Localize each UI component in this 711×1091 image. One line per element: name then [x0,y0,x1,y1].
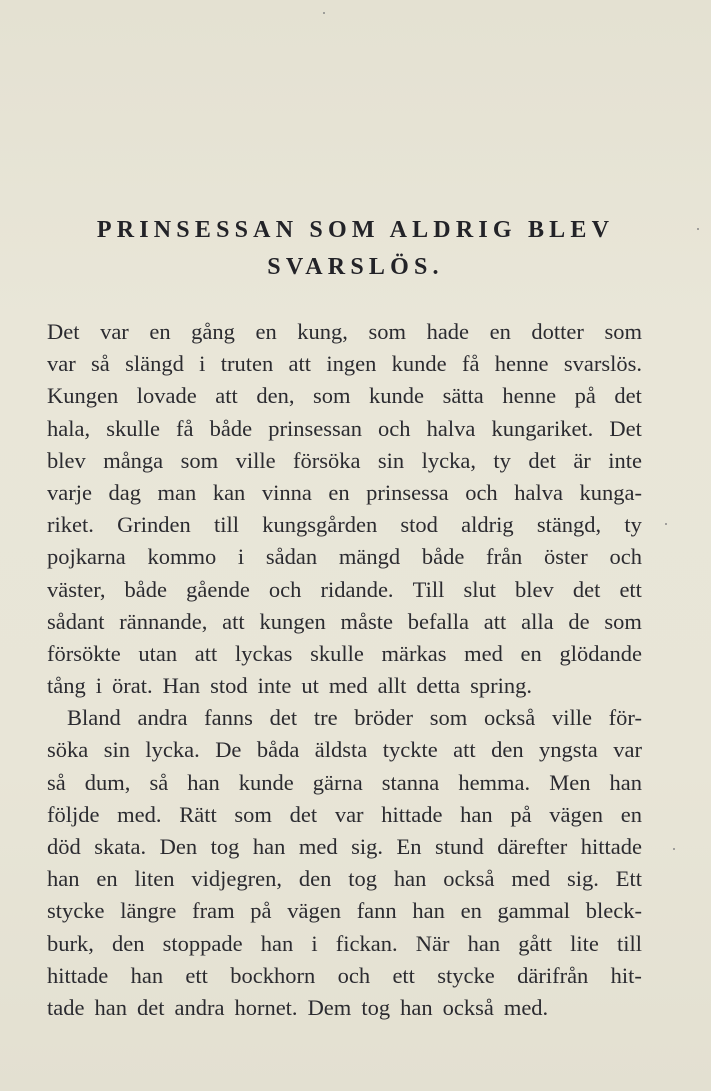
word: fickan. [335,930,398,956]
word: stod [400,512,438,538]
text-line [47,477,642,509]
word: utan [138,640,178,666]
word: lite [570,930,599,956]
word: gång [191,319,235,344]
word: den [491,737,524,763]
word: en [96,866,118,892]
word: hittade [47,962,109,988]
word: fann [356,898,397,924]
paper-speck [665,523,667,525]
text-line [47,509,642,541]
word: ett [392,962,415,988]
word: den [298,866,332,892]
word: med [464,640,503,666]
text-line [47,767,642,799]
word: Grinden [117,512,191,538]
word: ridande. [320,576,394,602]
word: slängd [125,351,184,377]
word: att [222,608,245,634]
word: äldsta [314,737,368,763]
text-line [47,380,642,412]
word: måste [340,608,393,634]
word: så [91,351,110,377]
word: glödande [559,640,642,666]
word: tog [348,866,377,892]
word: att [288,351,312,377]
word: inte [257,673,292,699]
word: sätta [442,383,484,409]
word: så [149,769,169,795]
word: som [180,447,219,473]
word: skulle [106,415,160,441]
word: söka [47,737,89,763]
word: pojkarna [47,544,126,570]
word: Han [162,673,201,699]
word: en [620,801,642,827]
word: både [124,576,168,602]
text-line [47,992,642,1024]
word: fram [192,898,235,924]
word: det [289,801,318,827]
word: följde [47,801,100,827]
word: lyckas [234,640,293,666]
word: han [252,834,286,859]
word: lovade [136,383,197,409]
word: som [604,608,642,634]
text-line [47,702,642,734]
word: sin [103,737,130,763]
word: med [328,673,368,699]
word: ville [235,447,276,473]
word: han [94,994,127,1020]
word: gått [518,930,552,956]
word: ville [551,705,592,731]
word: andra [174,994,225,1020]
word: med. [503,994,549,1020]
word: Kungen [47,383,119,409]
word: Dem [307,994,352,1020]
word: skulle [310,640,364,666]
word: en [520,640,542,666]
paper-speck [697,228,699,230]
word: dotter [531,319,584,344]
word: sådan [265,544,318,570]
word: han [260,930,294,956]
word: hornet. [234,994,298,1020]
word: han [412,898,445,924]
word: stoppade [162,930,243,956]
word: ty [493,447,511,473]
text-line [47,831,642,863]
word: tog [361,994,391,1020]
word: en [489,319,511,344]
word: och [609,544,642,570]
word: han [460,801,493,827]
paper-speck [323,12,325,14]
word: vägen [287,898,341,924]
word: var [47,351,76,377]
word: man [157,479,197,505]
word: från [486,544,523,570]
word: hit- [610,962,642,988]
word: kung, [297,319,348,344]
word: stycke [47,898,105,924]
word: sig. [566,866,599,892]
word: mängd [338,544,401,570]
word: tog [210,834,240,859]
word: Det [47,319,80,344]
word: svarslös. [563,351,642,377]
word: också [442,994,494,1020]
word: tre [313,705,338,731]
word: till [214,512,240,538]
word: hittade [381,801,443,827]
word: ett [619,576,642,602]
word: död [47,834,81,859]
word: som [368,319,406,344]
word: det [528,447,556,473]
word: skata. [94,834,147,859]
word: var [334,801,364,827]
word: att [215,383,238,409]
word: kan [212,479,246,505]
chapter-title [0,212,711,286]
word: de [568,608,590,634]
word: stängd, [536,512,602,538]
word: på [510,801,532,827]
word: aldrig [461,512,514,538]
word: tade [47,994,85,1020]
word: riket. [47,512,94,538]
word: han [187,769,220,795]
word: kunde [238,769,294,795]
word: liten [134,866,175,892]
word: det [614,383,642,409]
word: båda [256,737,300,763]
word: kunga- [579,479,642,505]
paper-speck [673,848,675,850]
word: halva [426,415,476,441]
word: Bland [67,705,121,731]
word: gammal [497,898,571,924]
word: Rätt [179,801,217,827]
word: tyckte [382,737,438,763]
word: i [95,673,103,699]
word: till [616,930,642,956]
word: som [604,319,642,344]
word: många [103,447,164,473]
word: en [149,319,171,344]
word: Det [609,415,642,441]
word: både [421,544,465,570]
word: sig. [351,834,384,859]
word: bleck- [585,898,642,924]
word: kunde [369,383,425,409]
body-text [47,316,642,1024]
text-line [47,895,642,927]
word: längre [120,898,177,924]
word: som [429,705,468,731]
word: sin [377,447,405,473]
word: inte [608,447,642,473]
word: både [209,415,253,441]
word: detta [416,673,461,699]
word: med. [117,801,162,827]
word: han [609,769,642,795]
word: dum, [84,769,131,795]
word: andra [137,705,188,731]
word: kunde [391,351,447,377]
word: han [467,930,501,956]
word: örat. [112,673,153,699]
chapter-title-line-2: SVARSLÖS. [267,254,444,280]
word: var [100,319,129,344]
word: och [465,479,498,505]
word: gående [186,576,250,602]
word: den [112,930,145,956]
word: fanns [204,705,253,731]
word: gärna [312,769,363,795]
text-line [47,445,642,477]
word: försökte [47,640,121,666]
word: i [199,351,206,377]
word: därifrån [517,962,589,988]
word: så [47,769,66,795]
word: hade [426,319,470,344]
text-line [47,638,642,670]
text-line [47,734,642,766]
word: i [237,544,245,570]
word: ty [624,512,642,538]
word: med [298,834,338,859]
word: också [443,866,495,892]
word: kommo [147,544,217,570]
word: är [573,447,591,473]
word: att [483,608,507,634]
word: vägen [549,801,604,827]
word: försöka [293,447,361,473]
word: bockhorn [230,962,316,988]
word: alla [521,608,554,634]
word: få [461,351,480,377]
word: Ett [615,866,642,892]
chapter-title-line-1: PRINSESSAN SOM ALDRIG BLEV [96,217,615,243]
text-line [47,799,642,831]
word: att [194,640,218,666]
word: därefter [497,834,568,859]
word: få [176,415,194,441]
word: sådant [47,608,105,634]
word: ut [301,673,319,699]
word: rännande, [119,608,208,634]
text-line [47,928,642,960]
text-line [47,413,642,445]
word: hittade [580,834,642,859]
word: kungen [259,608,326,634]
word: som [234,801,272,827]
word: stund [435,834,484,859]
word: blev [47,447,86,473]
word: vinna [261,479,312,505]
word: bröder [354,705,414,731]
word: halva [514,479,563,505]
word: dag [108,479,141,505]
word: hemma. [458,769,531,795]
word: öster [543,544,588,570]
word: också [483,705,536,731]
word: befalla [407,608,469,634]
word: han [130,962,164,988]
word: kungariket. [491,415,594,441]
word: lycka, [421,447,476,473]
word: truten [220,351,274,377]
word: att [453,737,476,763]
word: han [47,866,80,892]
text-line [47,348,642,380]
word: för- [608,705,642,731]
word: Den [159,834,198,859]
word: på [250,898,272,924]
word: och [378,415,411,441]
word: med [511,866,551,892]
text-line [47,316,642,348]
word: han [400,994,433,1020]
word: hala, [47,415,91,441]
word: Men [549,769,591,795]
word: det [136,994,165,1020]
word: det [572,576,601,602]
word: det [269,705,298,731]
word: och [268,576,302,602]
word: kungsgården [262,512,378,538]
word: ingen [326,351,377,377]
word: henne [494,351,549,377]
word: prinsessa [366,479,449,505]
word: som [312,383,351,409]
text-line [47,574,642,606]
word: lycka. [145,737,200,763]
word: en [255,319,277,344]
word: stanna [381,769,440,795]
word: vidjegren, [191,866,282,892]
word: När [415,930,450,956]
word: en [328,479,350,505]
word: prinsessan [268,415,362,441]
word: han [393,866,427,892]
word: En [396,834,422,859]
word: märkas [381,640,447,666]
word: slut [463,576,496,602]
word: Till [412,576,445,602]
text-line [47,960,642,992]
word: yngsta [539,737,598,763]
word: väster, [47,576,106,602]
text-line [47,863,642,895]
text-line [47,606,642,638]
word: en [460,898,482,924]
word: De [215,737,242,763]
word: henne [502,383,557,409]
word: i [311,930,318,956]
word: tång [47,673,86,699]
word: burk, [47,930,94,956]
word: stod [210,673,248,699]
word: spring. [470,673,533,699]
word: ett [185,962,208,988]
word: allt [377,673,407,699]
word: var [613,737,642,763]
word: blev [515,576,554,602]
word: den, [256,383,295,409]
text-line [47,541,642,573]
word: på [574,383,596,409]
word: och [337,962,371,988]
text-line [47,670,642,702]
word: varje [47,479,92,505]
word: stycke [437,962,495,988]
